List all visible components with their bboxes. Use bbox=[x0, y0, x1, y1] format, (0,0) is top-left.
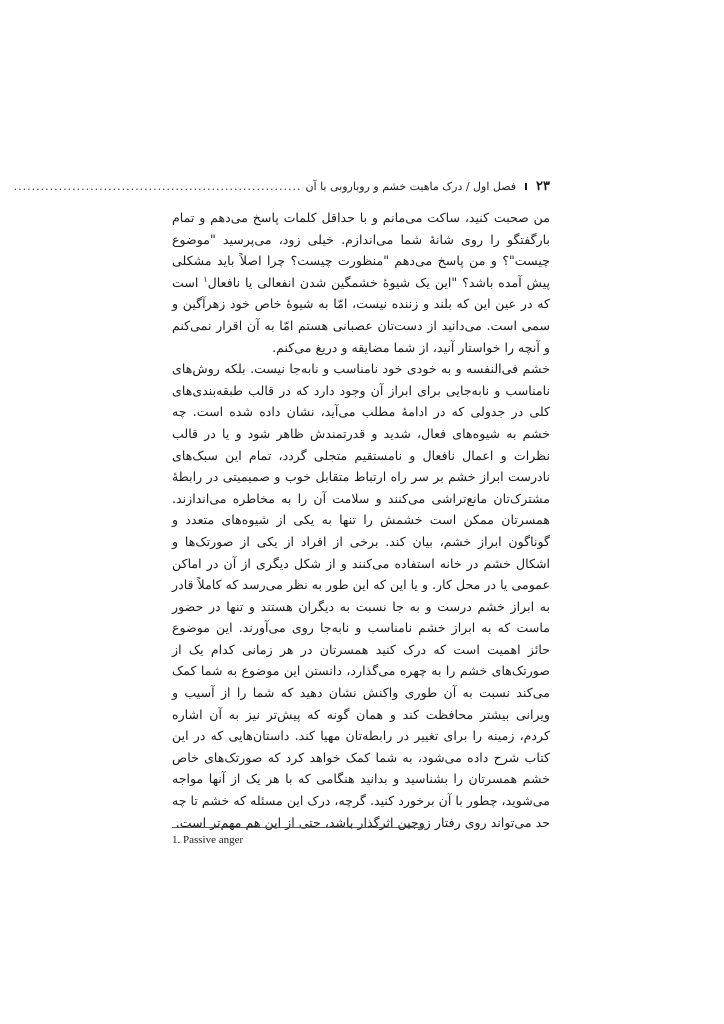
paragraph-1-continuation: است که در عین این که بلند و زننده نیست، امّا به شیوهٔ خاص خود زهرآگین و سمی است. می‌دانید از دست‌تان عصبانی هستم امّا به آن اقرار نمی‌کنم و آنچه را خواستار آنید، از شما مضایقه و دریغ می‌کنم. bbox=[172, 274, 550, 355]
footnote-marker: ۱ bbox=[203, 274, 208, 284]
body-text bbox=[172, 207, 550, 830]
running-header bbox=[13, 176, 550, 196]
footnote: 1. Passive anger bbox=[172, 834, 244, 846]
paragraph-1 bbox=[172, 207, 550, 358]
paragraph-1-text: من صحبت کنید، ساکت می‌مانم و با حداقل کلمات پاسخ می‌دهم و تمام بارگفتگو را روی شانهٔ شما می‌اندازم. خیلی زود، می‌پرسید "موضوع چیست"؟ و من پاسخ می‌دهم "منظورت چیست؟ چرا اصلاً باید مشکلی پیش آمده باشد؟ "این یک شیوهٔ خشمگین شدن انفعالی یا نافعال bbox=[172, 210, 550, 290]
square-ornament-icon bbox=[525, 183, 527, 190]
dot-leader: ................................................................ bbox=[13, 179, 302, 193]
page-number: ۲۳ bbox=[536, 178, 550, 194]
paragraph-2: خشم فی‌النفسه و به خودی خود نامناسب و نابه‌جا نیست. بلکه روش‌های نامناسب و نابه‌جایی برای ابراز آن وجود دارد که در قالب طبقه‌بندی‌های کلی در جدولی که در ادامهٔ مطلب می‌آید، نشان داده شده است. چه خشم به شیوه‌های فعال، شدید و قدرتمندش ظاهر شود و یا در قالب نظرات و اعمال نافعال و نامستقیم متجلی گردد، تمام این سبک‌های نادرست ابراز خشم بر سر راه ارتباط متقابل خوب و صمیمیتی در رابطهٔ مشترک‌تان مانع‌تراشی می‌کنند و سلامت آن را به مخاطره می‌اندازند. همسرتان ممکن است خشمش را تنها به یکی از شیوه‌های متعدد و گوناگون ابراز خشم، بیان کند. برخی از افراد از یکی از صورتک‌ها و اشکال خشم در خانه استفاده می‌کنند و از شکل دیگری از آن در اماکن عمومی یا در محل کار. و یا این که این طور به نظر می‌رسد که کاملاً قادر به ابراز خشم درست و به جا نسبت به دیگران هستند و تنها در حضور ماست که به ابراز خشم نامناسب و نابه‌جا روی می‌آورند. این موضوع حائز اهمیت است که درک کنید همسرتان در هر زمانی کدام یک از صورتک‌های خشم را به چهره می‌گذارد، دانستن این موضوع به شما کمک می‌کند نسبت به آن طوری واکنش نشان دهید که شما را از آسیب و ویرانی بیشتر محافظت کند و همان گونه که پیش‌تر نیز به آن اشاره کردم، زمینه را برای تغییر در رابطه‌تان مهیا کند. داستان‌هایی که در این کتاب شرح داده می‌شود، به شما کمک خواهد کرد که صورتک‌های خاص خشم همسرتان را بشناسید و بدانید هنگامی که با هر یک از آنها مواجه می‌شوید، چطور با آن برخورد کنید. گرچه، درک این مسئله که خشم تا چه حد می‌تواند روی رفتار زوجین اثرگذار باشد، حتی از این هم مهم‌تر است. bbox=[172, 361, 550, 830]
footnote-rule bbox=[172, 827, 425, 828]
chapter-title: فصل اول / درک ماهیت خشم و روباروبی با آن bbox=[305, 179, 517, 193]
